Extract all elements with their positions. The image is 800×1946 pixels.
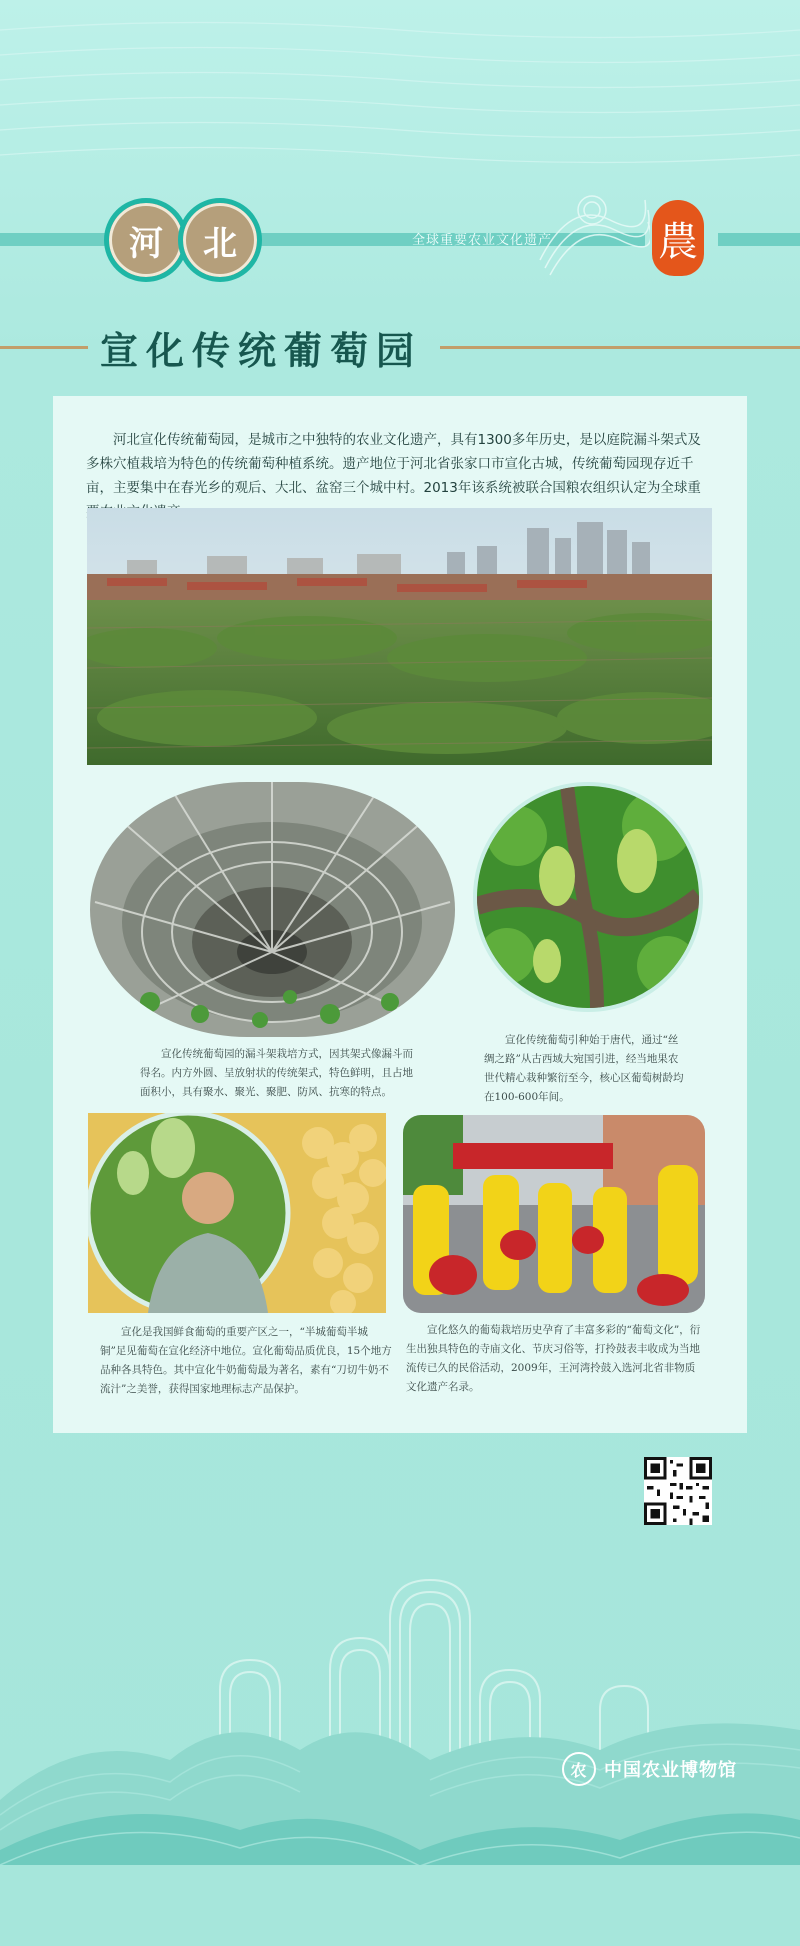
top-wave-pattern bbox=[0, 0, 800, 200]
swirl-decoration-icon bbox=[530, 180, 650, 280]
grape-vine-circle-photo bbox=[473, 782, 703, 1012]
museum-logo-icon: 农 bbox=[562, 1752, 596, 1786]
caption-grape-quality: 宣化是我国鲜食葡萄的重要产区之一，“半城葡萄半城铜”足见葡萄在宣化经济中地位。宣化葡萄品质优良，15个地方品种各具特色。其中宣化牛奶葡萄最为著名，素有“刀切牛奶不流汁”之美誉，获得国家地理标志产品保护。 bbox=[100, 1326, 392, 1395]
title-line-right bbox=[440, 346, 800, 349]
vineyard-panorama-photo bbox=[87, 508, 712, 765]
header-subtitle: 全球重要农业文化遗产 bbox=[412, 233, 553, 248]
qr-code[interactable] bbox=[644, 1457, 712, 1525]
drum-festival-photo bbox=[403, 1115, 705, 1313]
region-char-bei bbox=[178, 198, 262, 282]
page-title: 宣化传统葡萄园 bbox=[100, 328, 423, 373]
region-char-label-1: 河 bbox=[129, 223, 163, 264]
caption-grape-origin: 宣化传统葡萄引种始于唐代，通过“丝绸之路”从古西域大宛国引进，经当地果农世代精心栽种繁衍至今，核心区葡萄树龄均在100-600年间。 bbox=[484, 1034, 684, 1103]
title-line-left bbox=[0, 346, 88, 349]
header-band-left bbox=[0, 233, 112, 246]
region-char-he bbox=[104, 198, 188, 282]
funnel-trellis-photo bbox=[90, 782, 455, 1037]
header-band-right bbox=[718, 233, 800, 246]
region-char-label-2: 北 bbox=[203, 223, 237, 264]
farmer-with-grapes-photo bbox=[88, 1113, 386, 1313]
caption-grape-culture: 宣化悠久的葡萄栽培历史孕育了丰富多彩的“葡萄文化”，衍生出独具特色的寺庙文化、节庆习俗等，打拎鼓表丰收成为当地流传已久的民俗活动，2009年，王河湾拎鼓入选河北省非物质文化遗产名录。 bbox=[406, 1324, 701, 1393]
agriculture-seal: 農 bbox=[652, 200, 704, 276]
museum-name: 中国农业博物馆 bbox=[604, 1760, 737, 1781]
intro-paragraph: 河北宣化传统葡萄园，是城市之中独特的农业文化遗产，具有1300多年历史，是以庭院漏斗架式及多株穴植栽培为特色的传统葡萄种植系统。遗产地位于河北省张家口市宣化古城，传统葡萄园现存近千亩，主要集中在春光乡的观后、大北、盆窑三个城中村。2013年该系统被联合国粮农组织认定为全球重 bbox=[86, 432, 701, 496]
caption-funnel-trellis: 宣化传统葡萄园的漏斗架栽培方式，因其架式像漏斗而得名。内方外圆、呈放射状的传统架式，特色鲜明，且占地面积小，具有聚水、聚光、聚肥、防风、抗寒的特点。 bbox=[140, 1048, 413, 1098]
museum-brand bbox=[562, 1752, 737, 1786]
